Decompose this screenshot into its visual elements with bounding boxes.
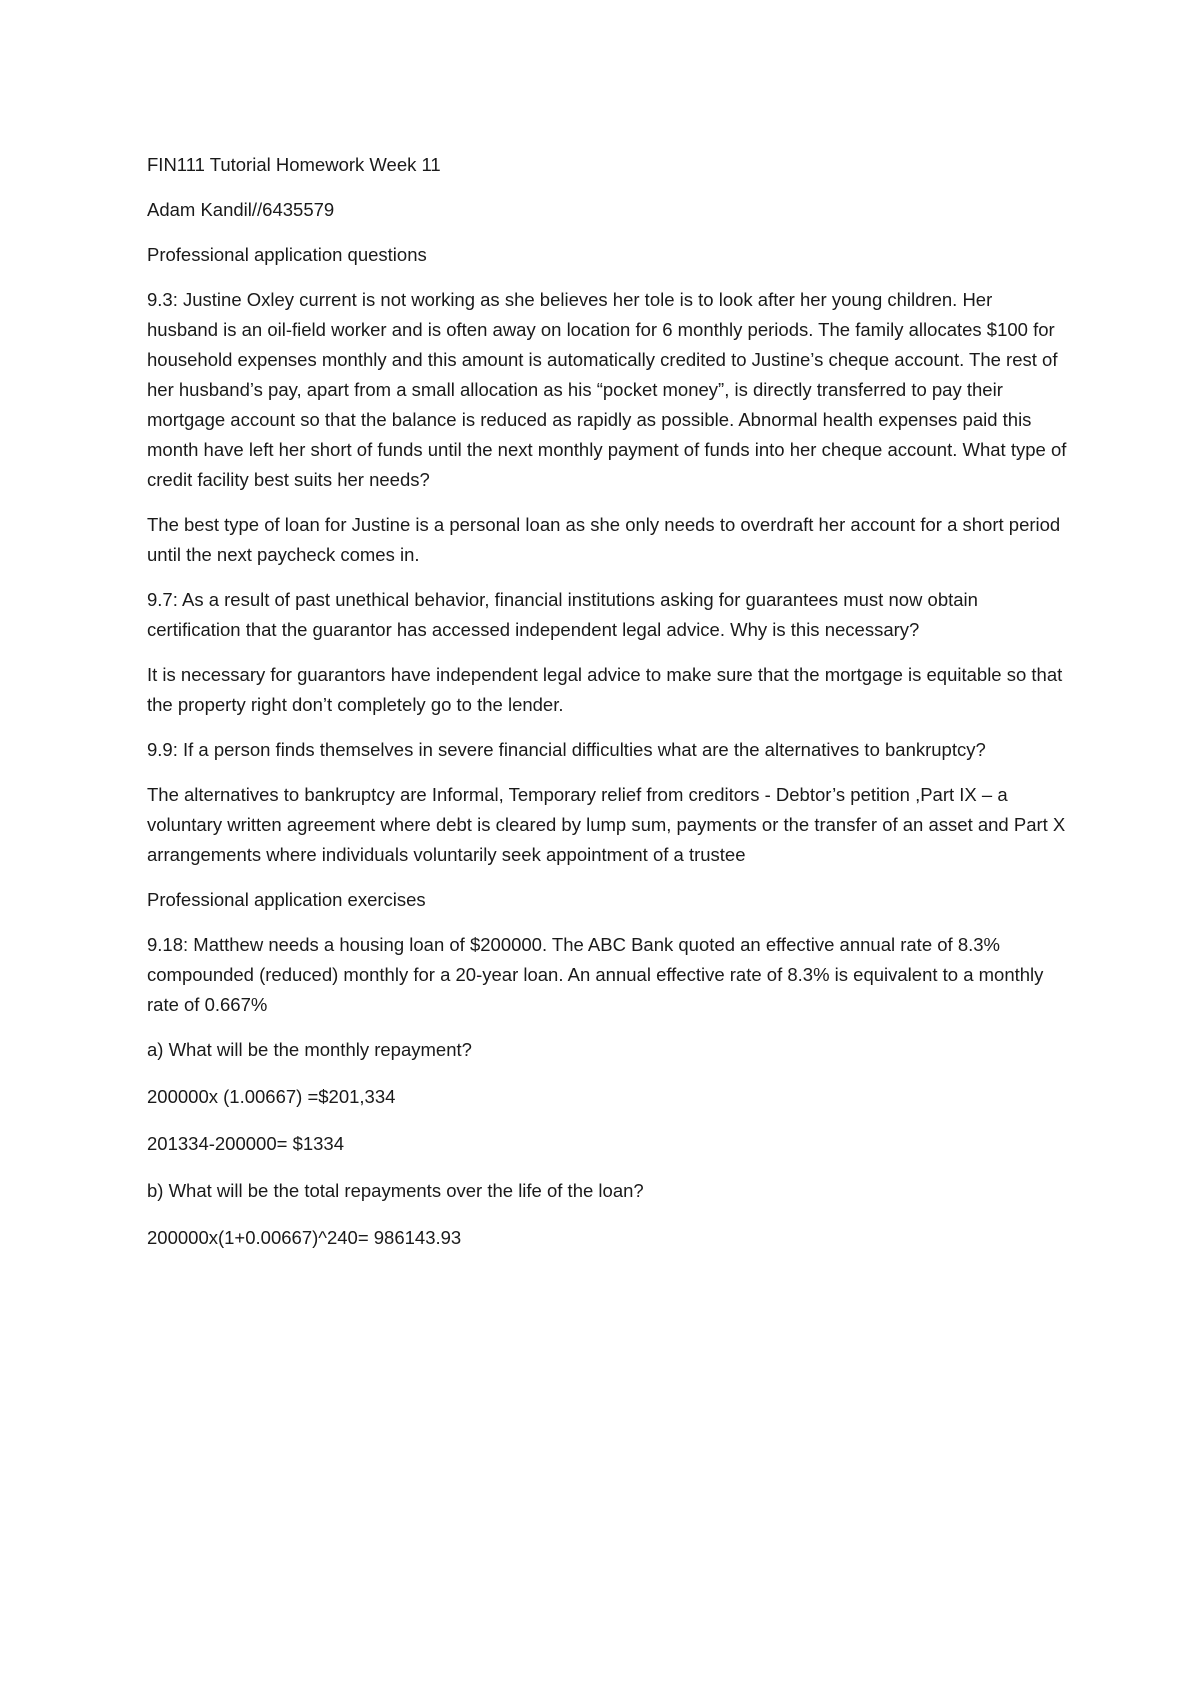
question-9-18: 9.18: Matthew needs a housing loan of $200000. The ABC Bank quoted an effective annual rate of 8.3% compounded (reduced) monthly for a 20-year loan. An annual effective rate of 8.3% is equivalent to a monthly rate of 0.667% [147,934,1044,1015]
part-a-calculation-2: 201334-200000= $1334 [147,1133,345,1154]
document-title: FIN111 Tutorial Homework Week 11 [147,154,441,175]
question-9-3: 9.3: Justine Oxley current is not working as she believes her tole is to look after her young children. Her husband is an oil-field worker and is often away on location for 6 monthly periods. The family allocates $100 for household expenses monthly and this amount is automatically credited to Justine’s cheque account. The rest of her husband’s pay, apart from a small allocation as his “pocket money”, is directly transferred to pay their mortgage account so that the balance is reduced as rapidly as possible. Abnormal health expenses paid this month have left her short of funds until the next monthly payment of funds into her cheque account. What type of credit facility best suits her needs? [147,289,1067,490]
document-body [147,150,1067,1270]
section-heading-exercises: Professional application exercises [147,889,426,910]
question-9-9: 9.9: If a person finds themselves in severe financial difficulties what are the alternatives to bankruptcy? [147,739,986,760]
answer-9-7: It is necessary for guarantors have independent legal advice to make sure that the mortgage is equitable so that the property right don’t completely go to the lender. [147,664,1063,715]
part-b-question: b) What will be the total repayments over the life of the loan? [147,1180,644,1201]
question-9-7: 9.7: As a result of past unethical behavior, financial institutions asking for guarantees must now obtain certification that the guarantor has accessed independent legal advice. Why is this necessary? [147,589,978,640]
part-a-calculation-1: 200000x (1.00667) =$201,334 [147,1086,396,1107]
part-a-question: a) What will be the monthly repayment? [147,1039,472,1060]
section-heading-questions: Professional application questions [147,244,427,265]
author-line: Adam Kandil//6435579 [147,199,335,220]
answer-9-9: The alternatives to bankruptcy are Informal, Temporary relief from creditors - Debtor’s petition ,Part IX – a voluntary written agreement where debt is cleared by lump sum, payments or the transfer of an asset and Part X arrangements where individuals voluntarily seek appointment of a trustee [147,784,1066,865]
answer-9-3: The best type of loan for Justine is a personal loan as she only needs to overdraft her account for a short period until the next paycheck comes in. [147,514,1061,565]
part-b-calculation: 200000x(1+0.00667)^240= 986143.93 [147,1227,462,1248]
